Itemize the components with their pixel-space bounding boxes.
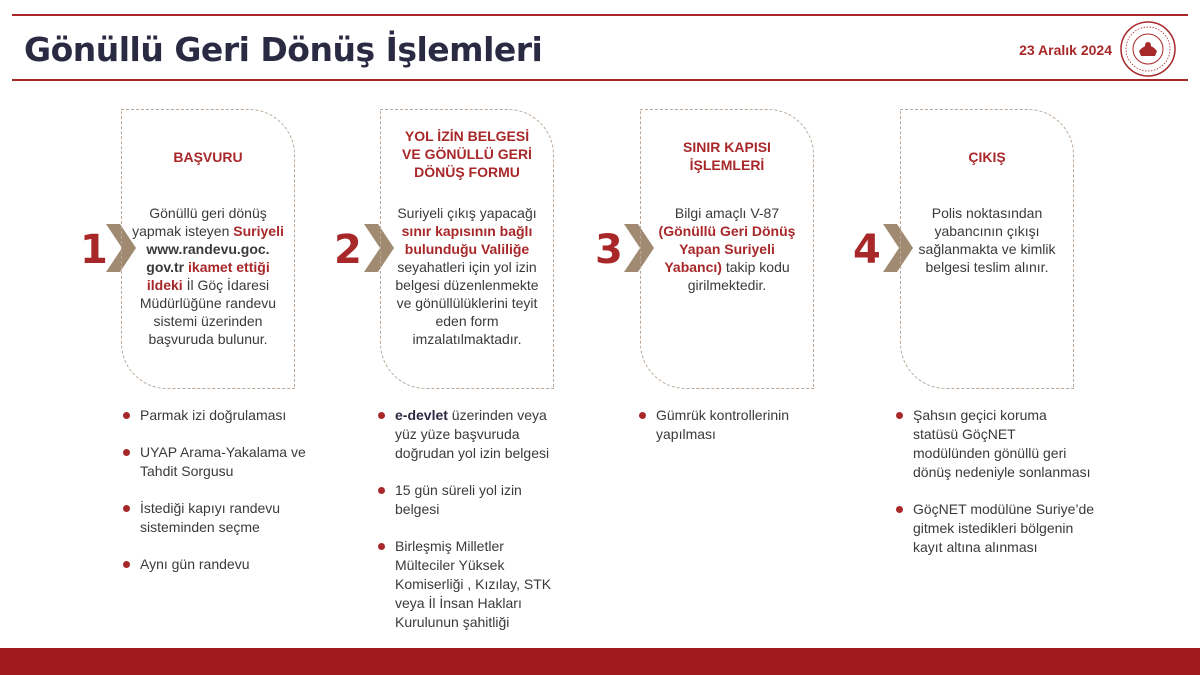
step-2-body-text: Suriyeli çıkış yapacağı <box>397 205 537 221</box>
list-item: UYAP Arama-Yakalama ve Tahdit Sorgusu <box>122 443 312 481</box>
step-2-body-highlight: sınır kapısının bağlı bulunduğu Valiliğe <box>401 223 533 257</box>
header-top-rule <box>12 14 1188 16</box>
list-item: Gümrük kontrollerinin yapılması <box>638 406 818 444</box>
step-3-card <box>640 109 814 389</box>
list-item: Şahsın geçici koruma statüsü GöçNET modülünden gönüllü geri dönüş nedeniyle sonlanması <box>895 406 1095 482</box>
step-3-body <box>647 204 807 294</box>
step-3-title: SINIR KAPISI İŞLEMLERİ <box>683 139 771 173</box>
step-1-bullets <box>122 406 312 592</box>
step-4-bullets <box>895 406 1095 575</box>
step-3-body-text: Bilgi amaçlı V-87 <box>674 205 780 221</box>
step-2-body-text-2: seyahatleri için yol izin belgesi düzenlenmekte ve gönüllülüklerini teyit eden form imzalatılmaktadır. <box>395 259 539 347</box>
step-4-body-text: Polis noktasından yabancının çıkışı sağlanmakta ve kimlik belgesi teslim alınır. <box>918 205 1056 275</box>
ministry-seal-icon <box>1119 20 1177 78</box>
step-2-number: 2 <box>334 227 362 273</box>
list-item: GöçNET modülüne Suriye’de gitmek istedikleri bölgenin kayıt altına alınması <box>895 500 1095 557</box>
list-item: 15 gün süreli yol izin belgesi <box>377 481 562 519</box>
step-1-card <box>121 109 295 389</box>
step-4-body <box>907 204 1067 276</box>
list-item: Birleşmiş Milletler Mülteciler Yüksek Komiserliği , Kızılay, STK veya İl İnsan Hakları Kurulunun şahitliği <box>377 537 562 632</box>
step-1-body-text-2: İl Göç İdaresi Müdürlüğüne randevu sistemi üzerinden başvuruda bulunur. <box>139 277 277 347</box>
step-3-number: 3 <box>595 227 623 273</box>
step-1-body <box>128 204 288 348</box>
header-bottom-rule <box>12 79 1188 81</box>
date-label: 23 Aralık 2024 <box>1019 42 1112 58</box>
step-1-title: BAŞVURU <box>173 149 243 165</box>
step-1-body-url: www.randevu.goc. gov.tr <box>146 241 270 275</box>
step-3-body-highlight: (Gönüllü Geri Dönüş Yapan Suriyeli Yabancı) <box>658 223 796 275</box>
step-3-bullets <box>638 406 818 462</box>
list-item: Aynı gün randevu <box>122 555 312 574</box>
page-title: Gönüllü Geri Dönüş İşlemleri <box>24 30 543 69</box>
step-4-card <box>900 109 1074 389</box>
step-2-bullets <box>377 406 562 650</box>
step-4-number: 4 <box>853 227 881 273</box>
list-item: e-devlet üzerinden veya yüz yüze başvuruda doğrudan yol izin belgesi <box>377 406 562 463</box>
footer-bar <box>0 648 1200 675</box>
step-2-title: YOL İZİN BELGESİ VE GÖNÜLLÜ GERİ DÖNÜŞ FORMU <box>402 128 532 180</box>
step-2-body <box>387 204 547 348</box>
step-3-body-text-2: takip kodu girilmektedir. <box>687 259 790 293</box>
step-4-title: ÇIKIŞ <box>968 149 1006 165</box>
step-1-body-highlight-2: ikamet ettiği ildeki <box>146 259 270 293</box>
list-item: Parmak izi doğrulaması <box>122 406 312 425</box>
step-1-number: 1 <box>80 227 108 273</box>
step-1-body-text: Gönüllü geri dönüş yapmak isteyen <box>132 205 267 239</box>
step-2-card <box>380 109 554 389</box>
step-1-body-highlight: Suriyeli <box>233 223 284 239</box>
list-item: İstediği kapıyı randevu sisteminden seçme <box>122 499 312 537</box>
